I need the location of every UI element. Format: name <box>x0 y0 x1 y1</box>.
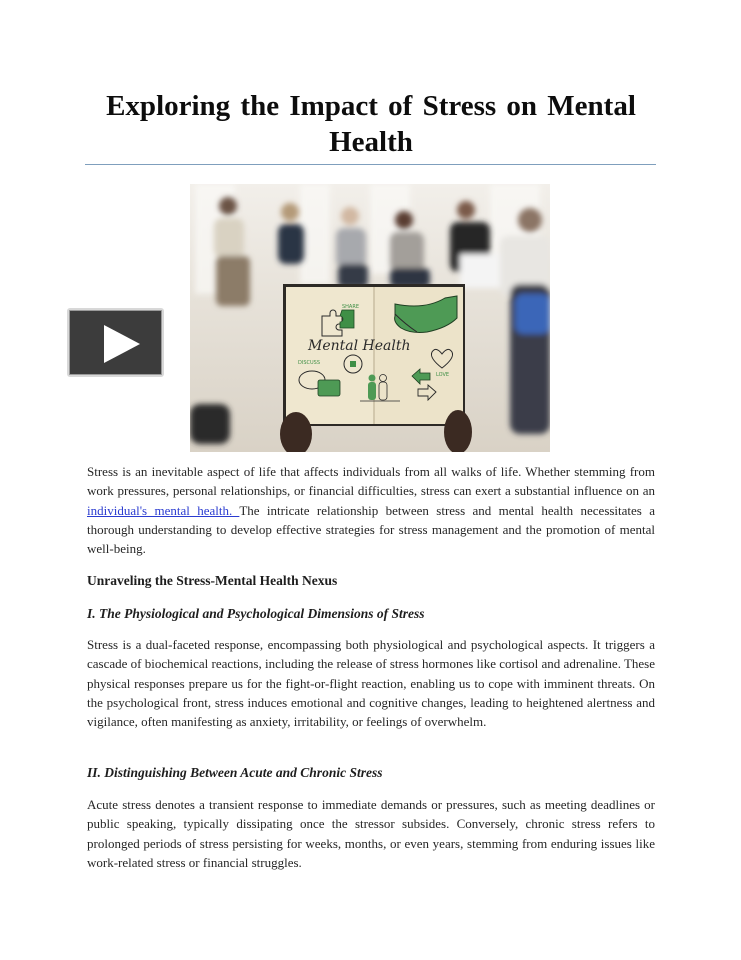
subsection-heading-2: II. Distinguishing Between Acute and Chronic Stress <box>87 765 383 780</box>
section-heading: Unraveling the Stress-Mental Health Nexus <box>87 573 338 588</box>
title-divider <box>85 164 656 165</box>
mental-health-link[interactable]: individual's mental health. <box>87 502 240 518</box>
svg-text:Mental Health: Mental Health <box>308 338 411 354</box>
hero-image <box>190 184 550 452</box>
play-icon <box>104 325 140 363</box>
intro-paragraph <box>87 462 655 558</box>
svg-text:LOVE: LOVE <box>436 372 450 378</box>
intro-text-end: The intricate relationship between stress and mental health necessitates a thorough understanding to develop effective strategies for stress management and the promotion of mental well-being. <box>87 502 655 557</box>
subsection-heading-1: I. The Physiological and Psychological Dimensions of Stress <box>87 606 425 621</box>
subsection-body-1: Stress is a dual-faceted response, encompassing both physiological and psychological aspects. It triggers a cascade of biochemical reactions, including the release of stress hormones like cortisol and adrenaline. These physical responses prepare us for the fight-or-flight reaction, enabling us to cope with imminent threats. On the psychological front, stress induces emotional and cognitive changes, leading to heightened alertness and vigilance, often manifesting as anxiety, irritability, or feelings of overwhelm. <box>87 637 655 730</box>
video-play-button[interactable] <box>67 308 164 377</box>
subsection-body-2: Acute stress denotes a transient response to immediate demands or pressures, such as meeting deadlines or public speaking, typically dissipating once the stressor subsides. Conversely, chronic stress refers to prolonged periods of stress persisting for weeks, months, or even years, stemming from enduring issues like work-related stress or financial struggles. <box>87 797 655 870</box>
svg-text:DISCUSS: DISCUSS <box>298 360 320 366</box>
page-title: Exploring the Impact of Stress on Mental Health <box>106 90 636 158</box>
svg-text:SHARE: SHARE <box>342 304 359 310</box>
intro-text-start: Stress is an inevitable aspect of life that affects individuals from all walks of life. Whether stemming from work pressures, personal relationships, or financial difficulties, stress can exert a substantial influence on an <box>87 464 655 499</box>
